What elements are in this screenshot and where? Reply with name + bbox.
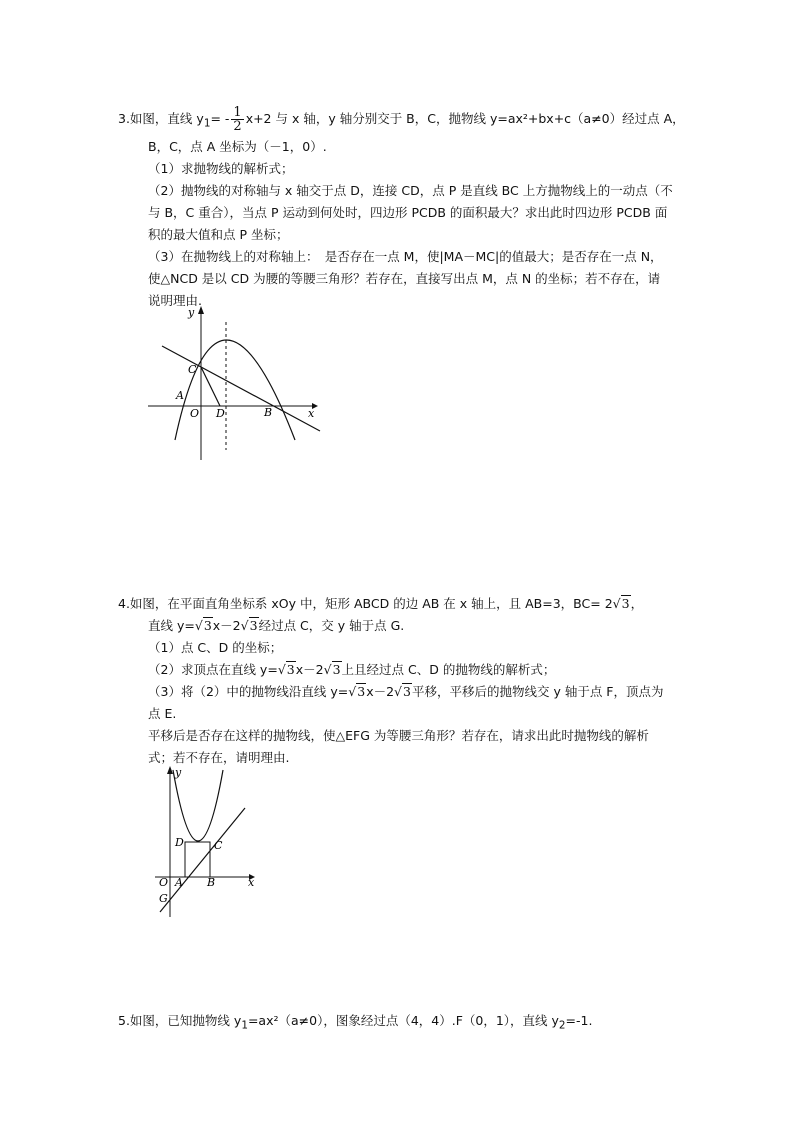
q4-line-8: 式；若不存在，请明理由. [148, 750, 290, 765]
q4-text: ， [630, 596, 644, 611]
sqrt: √3 [394, 684, 411, 699]
q3-text: = - [210, 111, 230, 126]
q4-text: （3）将（2）中的抛物线沿直线 y= [148, 684, 349, 699]
q3-figure [140, 300, 330, 465]
q5-text: =-1. [565, 1013, 593, 1028]
label-b: B [264, 406, 273, 419]
q4-text: x－2 [366, 684, 395, 699]
label-c: C [188, 363, 197, 376]
line-cd [201, 367, 220, 406]
q3-line-8: 使△NCD 是以 CD 为腰的等腰三角形？若存在，直接写出点 M，点 N 的坐标；若不存在，请 [148, 271, 661, 286]
fraction [231, 106, 243, 133]
sqrt: √3 [348, 684, 366, 699]
q4-figure [145, 762, 260, 920]
q4-line-5 [148, 682, 663, 702]
sqrt: √3 [323, 662, 341, 677]
label-x: x [308, 407, 315, 420]
radicand: 3 [332, 662, 341, 677]
q5-line-1 [118, 1011, 592, 1036]
q3-text: 3.如图，直线 y [118, 111, 204, 126]
label-b: B [207, 876, 216, 889]
label-y: y [188, 306, 195, 319]
label-d: D [175, 836, 184, 849]
radicand: 3 [621, 596, 630, 611]
y-axis-arrow [198, 306, 204, 314]
label-o: O [190, 407, 200, 420]
radicand: 3 [357, 684, 366, 699]
q4-line-6: 点 E. [148, 706, 177, 721]
q3-line-1 [118, 106, 685, 134]
label-x: x [248, 876, 255, 889]
y-axis-arrow [167, 766, 173, 774]
sqrt: √3 [194, 618, 212, 633]
q3-line-6: 积的最大值和点 P 坐标； [148, 227, 289, 242]
sqrt: √3 [277, 662, 295, 677]
q5-text: 5.如图，已知抛物线 y [118, 1013, 242, 1028]
radicand: 3 [286, 662, 295, 677]
sqrt: √3 [240, 618, 258, 633]
q4-line-3: （1）点 C、D 的坐标； [148, 640, 283, 655]
q3-line-3: （1）求抛物线的解析式； [148, 161, 294, 176]
q3-line-4: （2）抛物线的对称轴与 x 轴交于点 D，连接 CD，点 P 是直线 BC 上方抛物线上的一动点（不 [148, 183, 673, 198]
q3-line-2: B，C，点 A 坐标为（－1，0）. [148, 139, 327, 154]
rectangle-abcd [185, 842, 210, 877]
q4-text: 经过点 C，交 y 轴于点 G. [258, 618, 405, 633]
label-d: D [216, 407, 225, 420]
q4-text: x－2 [295, 662, 324, 677]
q3-line-5: 与 B，C 重合），当点 P 运动到何处时，四边形 PCDB 的面积最大？求出此时四边形 PCDB 面 [148, 205, 668, 220]
q3-line-9: 说明理由. [148, 293, 202, 308]
label-c: C [214, 839, 223, 852]
subscript: 2 [558, 1019, 566, 1032]
subscript: 1 [241, 1019, 248, 1032]
subscript: 1 [203, 117, 211, 130]
q5-text: =ax²（a≠0），图象经过点（4，4）.F（0，1），直线 y [247, 1013, 559, 1028]
q4-text: 直线 y= [148, 618, 195, 633]
q4-line-7: 平移后是否存在这样的抛物线，使△EFG 为等腰三角形？若存在，请求出此时抛物线的解析 [148, 728, 649, 743]
fraction-denominator: 2 [233, 119, 242, 134]
radicand: 3 [249, 618, 258, 633]
parabola [173, 770, 223, 841]
line-y-sqrt3x [160, 808, 245, 912]
q4-text: （2）求顶点在直线 y= [148, 662, 278, 677]
parabola [175, 340, 295, 440]
fraction-numerator: 1 [233, 105, 242, 120]
q3-text: x+2 与 x 轴，y 轴分别交于 B，C，抛物线 y=ax²+bx+c（a≠0）经过点 A， [245, 111, 685, 126]
radicand: 3 [403, 684, 411, 699]
label-a: A [176, 389, 184, 402]
q4-text: 4.如图，在平面直角坐标系 xOy 中，矩形 ABCD 的边 AB 在 x 轴上，且 AB=3，BC= 2 [118, 596, 613, 611]
q4-text: x－2 [212, 618, 241, 633]
radicand: 3 [203, 618, 212, 633]
label-y: y [175, 766, 182, 779]
q4-text: 上且经过点 C、D 的抛物线的解析式； [341, 662, 556, 677]
line-bc [162, 346, 320, 431]
q4-line-1 [118, 594, 643, 614]
q4-line-2 [148, 616, 404, 636]
label-o: O [159, 876, 169, 889]
label-g: G [159, 892, 168, 905]
q4-text: 平移，平移后的抛物线交 y 轴于点 F，顶点为 [411, 684, 664, 699]
q4-line-4 [148, 660, 555, 680]
sqrt: √3 [612, 596, 630, 611]
label-a: A [175, 876, 183, 889]
q3-line-7: （3）在抛物线上的对称轴上： 是否存在一点 M，使|MA－MC|的值最大；是否存在一点 N， [148, 249, 663, 264]
